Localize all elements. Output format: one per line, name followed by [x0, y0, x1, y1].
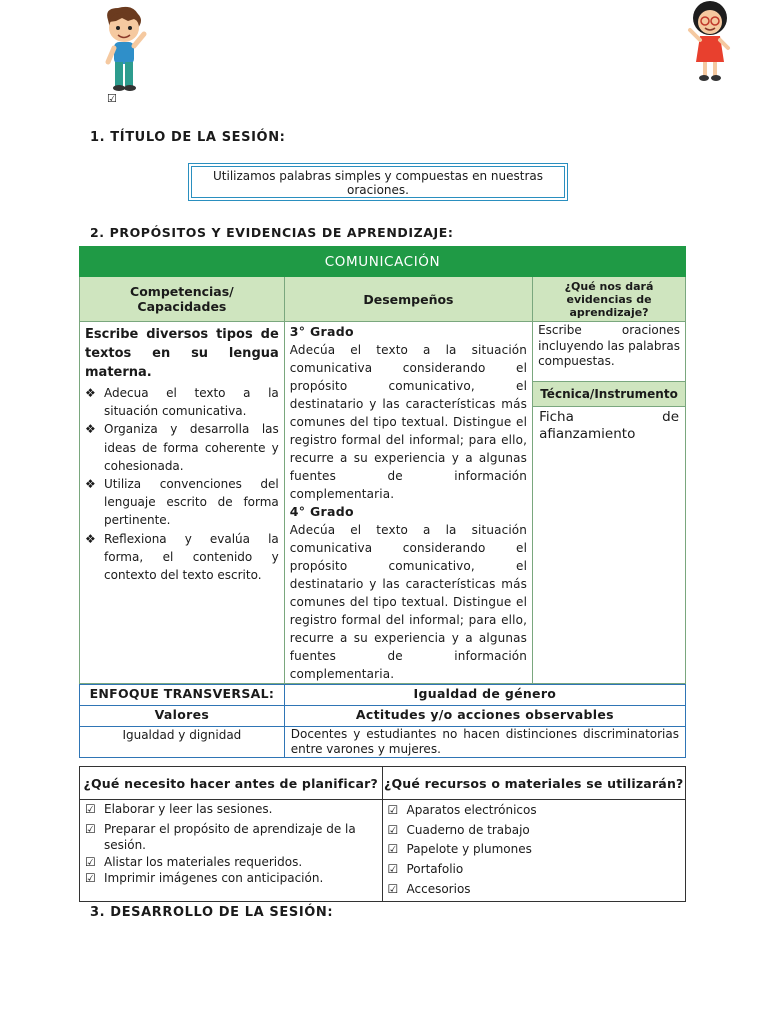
list-item: ☑ Papelote y plumones [387, 842, 532, 857]
evidencias-header: ¿Qué nos dará evidencias de aprendizaje? [533, 277, 686, 322]
section-title-3: 3. DESARROLLO DE LA SESIÓN: [90, 905, 334, 920]
evidencia-cell: Escribe oraciones incluyendo las palabras compuestas. [533, 322, 686, 382]
transversal-value: Igualdad de género [284, 685, 685, 706]
list-item: ☑ Portafolio [387, 862, 464, 877]
before-planning-cell [80, 800, 383, 902]
planning-table [79, 766, 686, 902]
purposes-table [79, 246, 686, 684]
resources-list [384, 801, 685, 900]
tecnica-value: Ficha de afianzamiento [533, 407, 686, 684]
actitud-value: Docentes y estudiantes no hacen distinciones discriminatorias entre varones y mujeres. [284, 727, 685, 758]
desempenos-cell [284, 322, 532, 684]
competencia-title: Escribe diversos tipos de textos en su lengua materna. [85, 327, 279, 380]
list-item: ☑ Cuaderno de trabajo [387, 822, 530, 837]
transversal-label: ENFOQUE TRANSVERSAL: [80, 685, 285, 706]
grade-3-text: Adecúa el texto a la situación comunicativa considerando el propósito comunicativo, el destinatario y las características más comunes del tipo textual. Distingue el registro formal del informal; para ello, recurre a su experiencia y a algunas fuentes de información complementaria. [289, 343, 528, 501]
girl-illustration [686, 0, 734, 84]
list-item: ❖ Adecua el texto a la situación comunicativa. [85, 386, 279, 419]
resources-cell [382, 800, 686, 902]
list-item: ☑ Preparar el propósito de aprendizaje de la sesión. [85, 821, 356, 852]
before-planning-header: ¿Qué necesito hacer antes de planificar? [80, 767, 383, 800]
valores-header: Valores [80, 706, 285, 727]
grade-3-label: 3° Grado [289, 324, 354, 339]
list-item: ☑ Alistar los materiales requeridos. [85, 854, 303, 869]
session-title-text: Utilizamos palabras simples y compuestas en nuestras oraciones. [191, 166, 565, 198]
before-planning-list [81, 801, 381, 887]
list-item: ❖ Utiliza convenciones del lenguaje escrito de forma pertinente. [85, 477, 279, 528]
area-header: COMUNICACIÓN [80, 247, 686, 277]
desempenos-header: Desempeños [284, 277, 532, 322]
list-item: ☑ Aparatos electrónicos [387, 803, 537, 817]
list-item: ☑ Imprimir imágenes con anticipación. [85, 871, 324, 885]
list-item: ☑ Elaborar y leer las sesiones. [85, 802, 273, 816]
grade-4-text: Adecúa el texto a la situación comunicativa considerando el propósito comunicativo, el destinatario y las características más comunes del tipo textual. Distingue el registro formal del informal; para ello, recurre a su experiencia y a algunas fuentes de información complementaria. [289, 523, 528, 681]
section-title-2: 2. PROPÓSITOS Y EVIDENCIAS DE APRENDIZAJE: [90, 225, 454, 240]
tecnica-header: Técnica/Instrumento [533, 382, 686, 407]
resources-header: ¿Qué recursos o materiales se utilizarán? [382, 767, 686, 800]
valor-value: Igualdad y dignidad [80, 727, 285, 758]
section-title-1: 1. TÍTULO DE LA SESIÓN: [90, 130, 286, 145]
boy-illustration [98, 6, 152, 94]
list-item: ❖ Reflexiona y evalúa la forma, el contenido y contexto del texto escrito. [85, 531, 279, 583]
actitudes-header: Actitudes y/o acciones observables [284, 706, 685, 727]
checkbox-mark: ☑ [107, 92, 117, 105]
list-item: ❖ Organiza y desarrolla las ideas de forma coherente y cohesionada. [85, 422, 279, 473]
competencias-header: Competencias/ Capacidades [80, 277, 285, 322]
capacidades-list [85, 384, 279, 584]
session-title-box [188, 163, 568, 201]
transversal-table [79, 684, 686, 758]
competencias-cell [80, 322, 285, 684]
list-item: ☑ Accesorios [387, 881, 471, 896]
grade-4-label: 4° Grado [289, 504, 354, 519]
